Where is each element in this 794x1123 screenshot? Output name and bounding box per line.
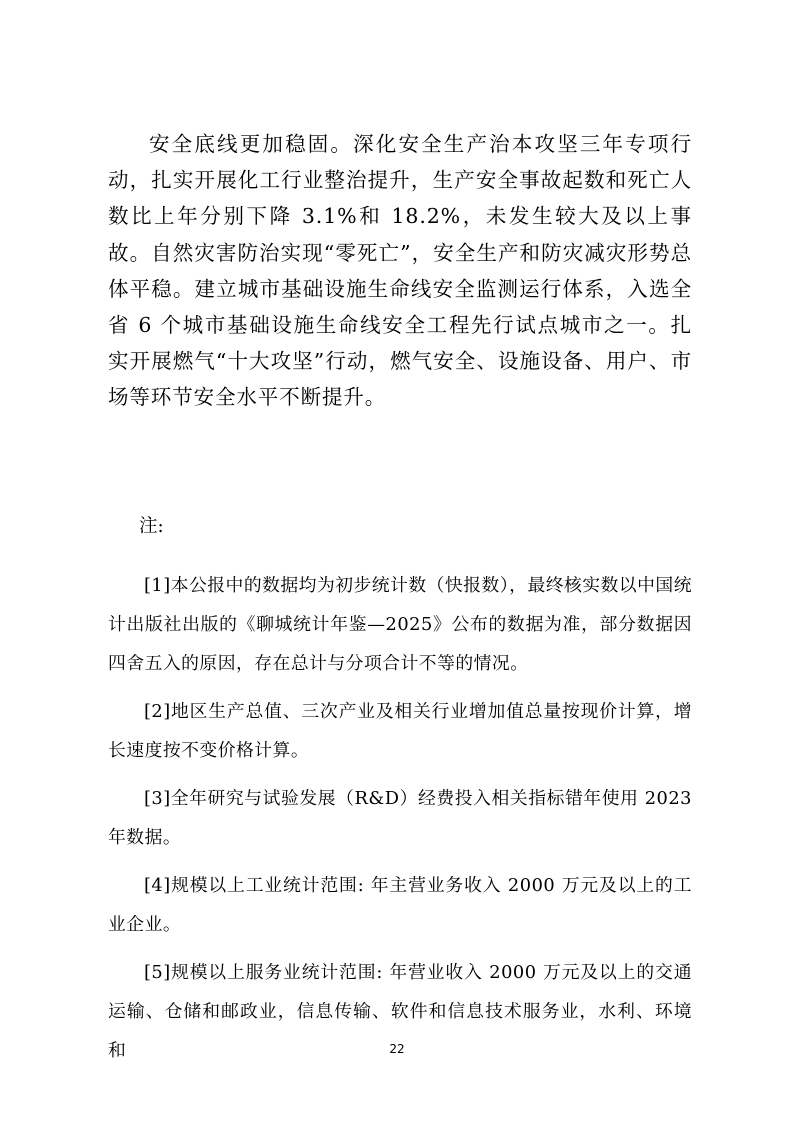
note-item: [5]规模以上服务业统计范围: 年营业收入 2000 万元及以上的交通运输、仓储和邮政业，信息传输、软件和信息技术服务业，水利、环境和 (108, 962, 692, 1061)
safety-paragraph: 安全底线更加稳固。深化安全生产治本攻坚三年专项行动，扎实开展化工行业整治提升，生产安全事故起数和死亡人数比上年分别下降 3.1%和 18.2%，未发生较大及以上事故。自然灾害防治实现“零死亡”，安全生产和防灾减灾形势总体平稳。建立城市基础设施生命线安全监测运行体系，入选全省 6 个城市基础设施生命线安全工程先行试点城市之一。扎实开展燃气“十大攻坚”行动，燃气安全、设施设备、用户、市场等环节安全水平不断提升。 (108, 132, 692, 410)
body-section (108, 126, 692, 416)
note-item: [1]本公报中的数据均为初步统计数（快报数），最终核实数以中国统计出版社出版的《聊城统计年鉴—2025》公布的数据为准，部分数据因四舍五入的原因，存在总计与分项合计不等的情况。 (108, 575, 692, 674)
note-item: [2]地区生产总值、三次产业及相关行业增加值总量按现价计算，增长速度按不变价格计算。 (108, 701, 692, 761)
page-number: 22 (389, 1042, 405, 1056)
notes-heading: 注: (139, 516, 164, 537)
note-item: [4]规模以上工业统计范围: 年主营业务收入 2000 万元及以上的工业企业。 (108, 875, 692, 935)
notes-section (108, 514, 692, 1079)
note-item: [3]全年研究与试验发展（R&D）经费投入相关指标错年使用 2023 年数据。 (108, 788, 692, 848)
